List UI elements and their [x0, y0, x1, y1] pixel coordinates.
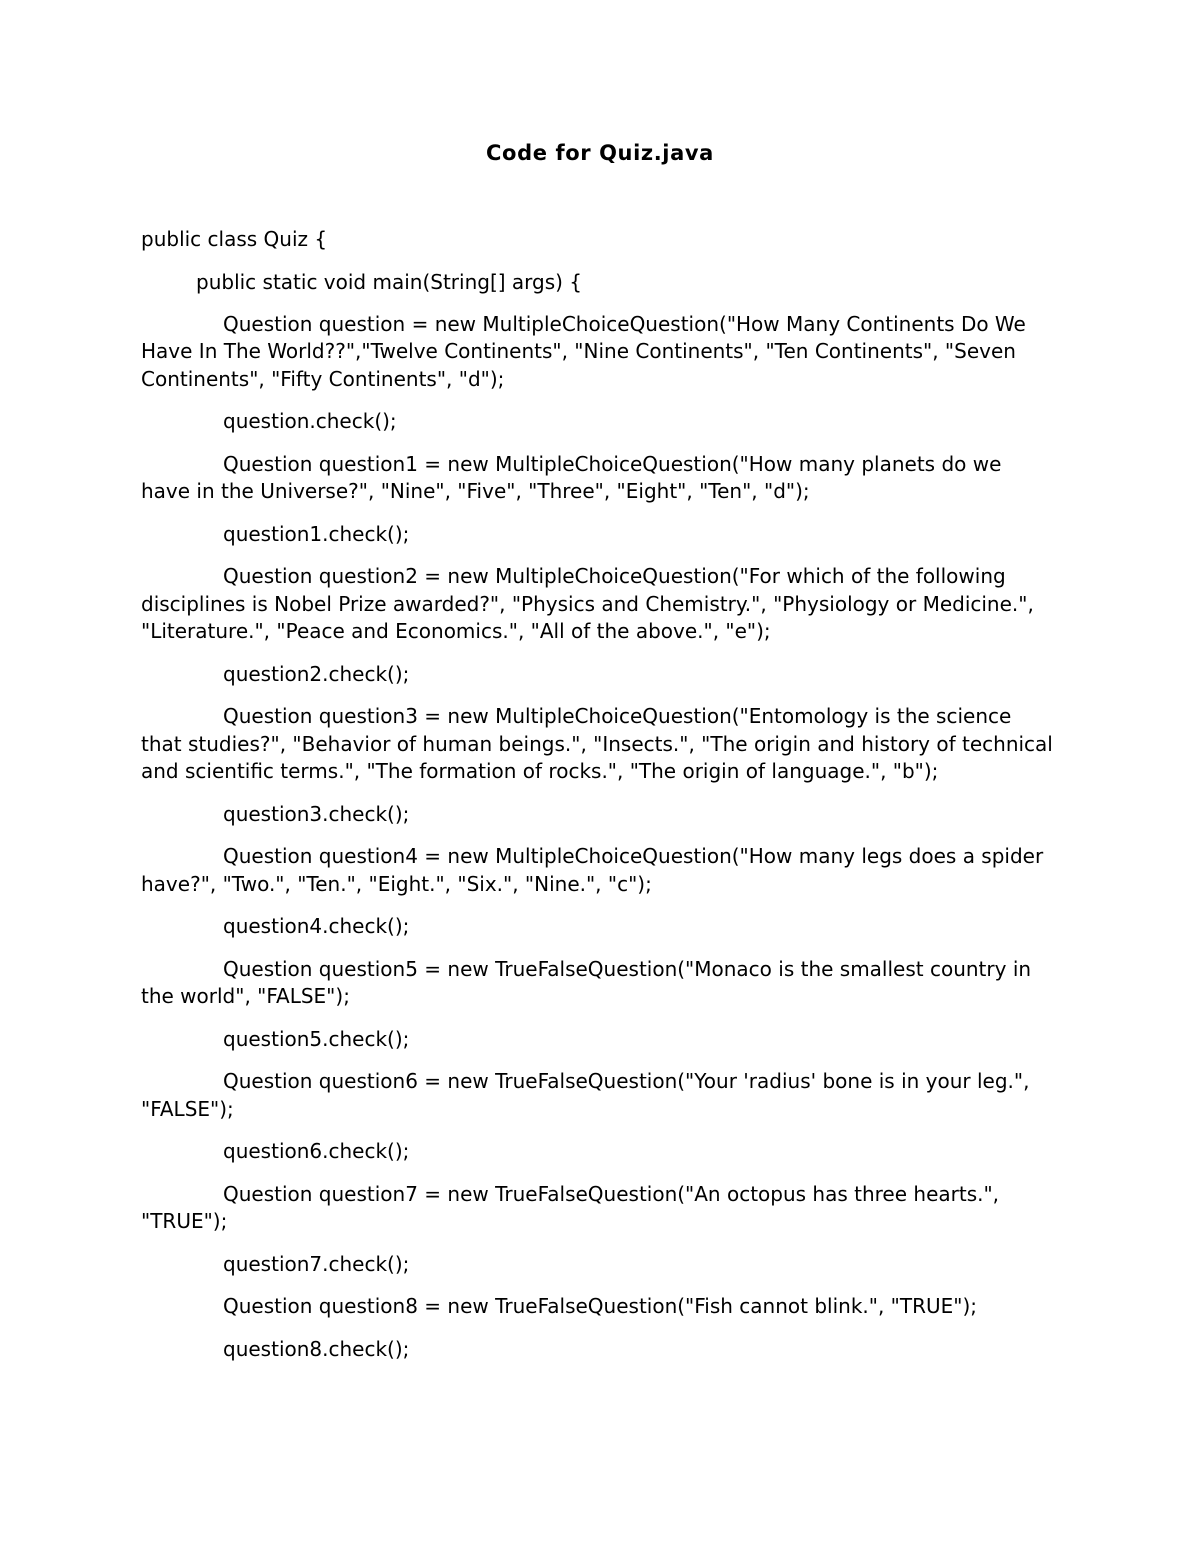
code-line-question8: Question question8 = new TrueFalseQuestion("Fish cannot blink.", "TRUE");	[223, 1294, 978, 1318]
code-line-class-declaration: public class Quiz {	[141, 227, 328, 251]
code-line-question6: Question question6 = new TrueFalseQuestion("Your 'radius' bone is in your leg.", "FALSE");	[141, 1069, 1030, 1121]
code-line-question: Question question = new MultipleChoiceQuestion("How Many Continents Do We Have In The World??","Twelve Continents", "Nine Continents", "Ten Continents", "Seven Continents", "Fifty Continents", "d");	[141, 311, 1026, 391]
code-line-question2: Question question2 = new MultipleChoiceQuestion("For which of the following disciplines is Nobel Prize awarded?", "Physics and Chemistry.", "Physiology or Medicine.", "Literature.", "Peace and Economics.", "All of the above.", "e");	[141, 564, 1034, 643]
code-line-check2: question2.check();	[223, 661, 410, 686]
code-line-check7: question7.check();	[223, 1251, 410, 1276]
code-line-question3: Question question3 = new MultipleChoiceQuestion("Entomology is the science that studies?", "Behavior of human beings.", "Insects.", "The origin and history of technical and scientific terms.", "The formation of rocks.", "The origin of language.", "b");	[141, 704, 1053, 783]
code-line-question4: Question question4 = new MultipleChoiceQuestion("How many legs does a spider have?", "Two.", "Ten.", "Eight.", "Six.", "Nine.", "c");	[141, 844, 1044, 896]
code-line-check8: question8.check();	[223, 1336, 410, 1361]
code-line-check: question.check();	[223, 409, 397, 433]
code-line-question5: Question question5 = new TrueFalseQuestion("Monaco is the smallest country in the world", "FALSE");	[141, 956, 1032, 1008]
document-title: Code for Quiz.java	[486, 141, 714, 165]
code-line-question1: Question question1 = new MultipleChoiceQuestion("How many planets do we have in the Universe?", "Nine", "Five", "Three", "Eight", "Ten", "d");	[141, 451, 1002, 503]
code-line-check5: question5.check();	[223, 1026, 410, 1051]
code-line-main-method: public static void main(String[] args) {	[196, 269, 583, 294]
code-line-question7: Question question7 = new TrueFalseQuestion("An octopus has three hearts.", "TRUE");	[141, 1181, 1000, 1233]
code-line-check4: question4.check();	[223, 914, 410, 938]
code-line-check6: question6.check();	[223, 1139, 410, 1163]
code-line-check1: question1.check();	[223, 521, 410, 546]
code-listing	[141, 226, 1056, 1378]
code-line-check3: question3.check();	[223, 801, 410, 826]
